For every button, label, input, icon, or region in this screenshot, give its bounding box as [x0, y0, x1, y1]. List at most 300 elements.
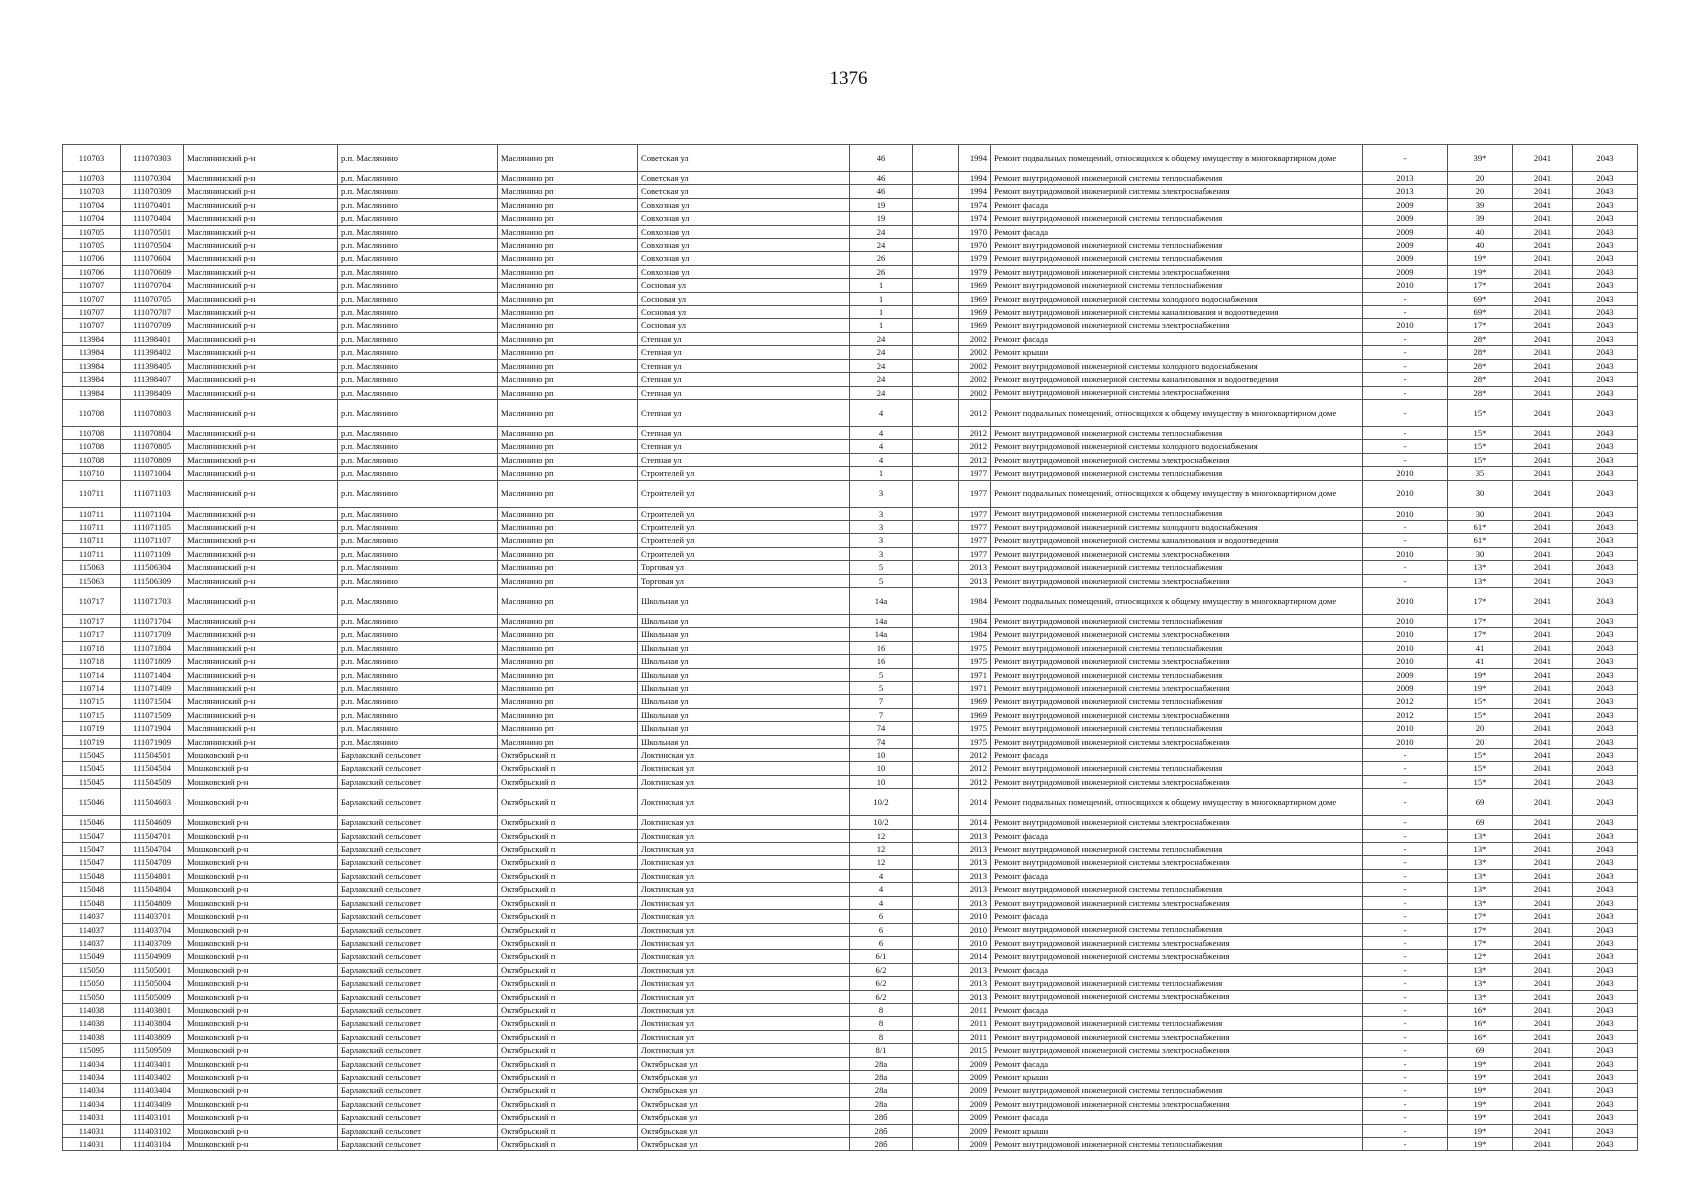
cell-wear-percent: 15* [1448, 708, 1513, 721]
cell-last-repair-year: - [1363, 896, 1448, 909]
cell-house-number: 3 [850, 520, 913, 533]
cell-house-id: 110719 [63, 722, 121, 735]
cell-house-id: 110714 [63, 668, 121, 681]
table-row [63, 963, 1638, 976]
cell-house-number: 12 [850, 856, 913, 869]
cell-end-year: 2043 [1573, 279, 1638, 292]
cell-settlement: Октябрьский п [498, 1111, 638, 1124]
cell-year-built: 2009 [959, 1138, 991, 1151]
table-row [63, 520, 1638, 533]
cell-year-built: 1977 [959, 547, 991, 560]
cell-year-built: 2012 [959, 775, 991, 788]
cell-last-repair-year: - [1363, 775, 1448, 788]
cell-district: Маслянинский р-н [184, 467, 338, 480]
cell-last-repair-year: - [1363, 1003, 1448, 1016]
cell-street: Локтинская ул [638, 910, 850, 923]
cell-house-id: 115045 [63, 762, 121, 775]
cell-year-built: 1984 [959, 587, 991, 614]
table-row [63, 990, 1638, 1003]
cell-last-repair-year: 2010 [1363, 614, 1448, 627]
table-row [63, 185, 1638, 198]
cell-end-year: 2043 [1573, 332, 1638, 345]
cell-building [913, 480, 959, 507]
cell-street: Школьная ул [638, 668, 850, 681]
cell-district: Мошковский р-н [184, 789, 338, 816]
cell-street: Сосновая ул [638, 306, 850, 319]
cell-settlement: Маслянино рп [498, 306, 638, 319]
table-row [63, 306, 1638, 319]
cell-work-type: Ремонт внутридомовой инженерной системы электроснабжения [991, 1097, 1363, 1110]
cell-work-id: 111505001 [121, 963, 184, 976]
table-row [63, 1097, 1638, 1110]
cell-last-repair-year: - [1363, 843, 1448, 856]
cell-work-type: Ремонт внутридомовой инженерной системы теплоснабжения [991, 883, 1363, 896]
cell-end-year: 2043 [1573, 399, 1638, 426]
cell-year-built: 2013 [959, 561, 991, 574]
cell-building [913, 749, 959, 762]
cell-start-year: 2041 [1513, 1030, 1573, 1043]
cell-work-id: 111070704 [121, 279, 184, 292]
cell-wear-percent: 16* [1448, 1003, 1513, 1016]
cell-street: Октябрьская ул [638, 1097, 850, 1110]
cell-settlement: Маслянино рп [498, 319, 638, 332]
cell-start-year: 2041 [1513, 346, 1573, 359]
cell-year-built: 1994 [959, 172, 991, 185]
cell-work-type: Ремонт подвальных помещений, относящихся к общему имуществу в многоквартирном доме [991, 789, 1363, 816]
cell-settlement: Маслянино рп [498, 172, 638, 185]
cell-municipality: р.п. Маслянино [338, 641, 498, 654]
cell-work-id: 111403404 [121, 1084, 184, 1097]
cell-end-year: 2043 [1573, 936, 1638, 949]
cell-street: Совхозная ул [638, 265, 850, 278]
cell-end-year: 2043 [1573, 816, 1638, 829]
cell-work-id: 111504609 [121, 816, 184, 829]
cell-district: Маслянинский р-н [184, 145, 338, 172]
cell-work-type: Ремонт фасада [991, 198, 1363, 211]
cell-building [913, 829, 959, 842]
cell-building [913, 225, 959, 238]
cell-last-repair-year: - [1363, 1111, 1448, 1124]
cell-work-id: 111403704 [121, 923, 184, 936]
cell-house-id: 110707 [63, 279, 121, 292]
cell-street: Школьная ул [638, 614, 850, 627]
cell-house-id: 110708 [63, 440, 121, 453]
cell-municipality: Барлакский сельсовет [338, 1044, 498, 1057]
cell-street: Локтинская ул [638, 1030, 850, 1043]
cell-house-number: 24 [850, 225, 913, 238]
cell-work-id: 111071703 [121, 587, 184, 614]
cell-last-repair-year: 2010 [1363, 467, 1448, 480]
cell-house-id: 110707 [63, 319, 121, 332]
cell-house-number: 4 [850, 883, 913, 896]
cell-work-type: Ремонт внутридомовой инженерной системы холодного водоснабжения [991, 292, 1363, 305]
cell-street: Совхозная ул [638, 212, 850, 225]
table-row [63, 252, 1638, 265]
cell-house-number: 1 [850, 467, 913, 480]
cell-settlement: Маслянино рп [498, 722, 638, 735]
cell-last-repair-year: 2010 [1363, 655, 1448, 668]
cell-house-id: 114038 [63, 1003, 121, 1016]
cell-district: Мошковский р-н [184, 883, 338, 896]
table-row [63, 668, 1638, 681]
cell-house-number: 4 [850, 426, 913, 439]
cell-street: Сосновая ул [638, 319, 850, 332]
cell-house-number: 6/2 [850, 963, 913, 976]
cell-work-id: 111504709 [121, 856, 184, 869]
cell-house-number: 6/1 [850, 950, 913, 963]
cell-municipality: р.п. Маслянино [338, 722, 498, 735]
table-row [63, 467, 1638, 480]
cell-work-id: 111071809 [121, 655, 184, 668]
cell-settlement: Октябрьский п [498, 990, 638, 1003]
cell-building [913, 1111, 959, 1124]
cell-house-number: 16 [850, 655, 913, 668]
cell-last-repair-year: 2010 [1363, 480, 1448, 507]
cell-year-built: 2009 [959, 1084, 991, 1097]
cell-work-type: Ремонт внутридомовой инженерной системы электроснабжения [991, 816, 1363, 829]
cell-building [913, 453, 959, 466]
cell-year-built: 2012 [959, 762, 991, 775]
cell-house-id: 115063 [63, 574, 121, 587]
cell-house-id: 110718 [63, 655, 121, 668]
cell-last-repair-year: 2010 [1363, 641, 1448, 654]
cell-building [913, 896, 959, 909]
cell-settlement: Маслянино рп [498, 641, 638, 654]
table-row [63, 480, 1638, 507]
cell-district: Маслянинский р-н [184, 319, 338, 332]
cell-start-year: 2041 [1513, 1003, 1573, 1016]
cell-street: Степная ул [638, 332, 850, 345]
cell-wear-percent: 20 [1448, 722, 1513, 735]
cell-settlement: Маслянино рп [498, 252, 638, 265]
cell-wear-percent: 61* [1448, 534, 1513, 547]
cell-year-built: 1969 [959, 695, 991, 708]
cell-end-year: 2043 [1573, 561, 1638, 574]
cell-street: Строителей ул [638, 547, 850, 560]
cell-street: Школьная ул [638, 695, 850, 708]
cell-building [913, 695, 959, 708]
cell-municipality: Барлакский сельсовет [338, 816, 498, 829]
cell-street: Строителей ул [638, 507, 850, 520]
cell-municipality: р.п. Маслянино [338, 319, 498, 332]
cell-house-id: 114037 [63, 923, 121, 936]
cell-street: Степная ул [638, 373, 850, 386]
cell-municipality: р.п. Маслянино [338, 695, 498, 708]
cell-street: Локтинская ул [638, 762, 850, 775]
cell-work-id: 111070401 [121, 198, 184, 211]
cell-year-built: 1975 [959, 655, 991, 668]
cell-start-year: 2041 [1513, 386, 1573, 399]
cell-municipality: Барлакский сельсовет [338, 1097, 498, 1110]
cell-work-type: Ремонт внутридомовой инженерной системы теплоснабжения [991, 722, 1363, 735]
table-row [63, 910, 1638, 923]
cell-settlement: Октябрьский п [498, 789, 638, 816]
cell-building [913, 950, 959, 963]
cell-municipality: Барлакский сельсовет [338, 775, 498, 788]
cell-work-id: 111398405 [121, 359, 184, 372]
cell-municipality: Барлакский сельсовет [338, 910, 498, 923]
cell-district: Маслянинский р-н [184, 225, 338, 238]
cell-wear-percent: 39 [1448, 198, 1513, 211]
cell-year-built: 1979 [959, 252, 991, 265]
cell-wear-percent: 15* [1448, 749, 1513, 762]
cell-year-built: 1971 [959, 668, 991, 681]
cell-municipality: Барлакский сельсовет [338, 789, 498, 816]
cell-last-repair-year: 2012 [1363, 695, 1448, 708]
cell-end-year: 2043 [1573, 963, 1638, 976]
cell-district: Мошковский р-н [184, 1097, 338, 1110]
cell-work-id: 111071404 [121, 668, 184, 681]
cell-street: Степная ул [638, 359, 850, 372]
cell-work-id: 111070709 [121, 319, 184, 332]
cell-building [913, 574, 959, 587]
cell-end-year: 2043 [1573, 1030, 1638, 1043]
cell-street: Совхозная ул [638, 252, 850, 265]
cell-wear-percent: 40 [1448, 239, 1513, 252]
cell-street: Октябрьская ул [638, 1070, 850, 1083]
table-row [63, 587, 1638, 614]
cell-work-type: Ремонт внутридомовой инженерной системы электроснабжения [991, 386, 1363, 399]
cell-building [913, 963, 959, 976]
cell-house-id: 113984 [63, 332, 121, 345]
cell-last-repair-year: 2010 [1363, 628, 1448, 641]
cell-district: Маслянинский р-н [184, 252, 338, 265]
cell-wear-percent: 19* [1448, 1124, 1513, 1137]
cell-house-id: 113984 [63, 373, 121, 386]
cell-end-year: 2043 [1573, 346, 1638, 359]
cell-start-year: 2041 [1513, 1057, 1573, 1070]
cell-house-id: 115050 [63, 977, 121, 990]
cell-wear-percent: 69 [1448, 789, 1513, 816]
cell-street: Торговая ул [638, 561, 850, 574]
cell-street: Локтинская ул [638, 869, 850, 882]
cell-district: Мошковский р-н [184, 749, 338, 762]
cell-wear-percent: 15* [1448, 695, 1513, 708]
cell-work-id: 111070609 [121, 265, 184, 278]
cell-year-built: 1969 [959, 279, 991, 292]
cell-municipality: р.п. Маслянино [338, 614, 498, 627]
cell-last-repair-year: - [1363, 346, 1448, 359]
cell-wear-percent: 19* [1448, 252, 1513, 265]
cell-year-built: 1977 [959, 507, 991, 520]
cell-wear-percent: 13* [1448, 883, 1513, 896]
cell-end-year: 2043 [1573, 453, 1638, 466]
cell-house-number: 3 [850, 480, 913, 507]
cell-settlement: Маслянино рп [498, 467, 638, 480]
cell-start-year: 2041 [1513, 708, 1573, 721]
cell-work-id: 111070303 [121, 145, 184, 172]
cell-building [913, 936, 959, 949]
cell-wear-percent: 15* [1448, 440, 1513, 453]
cell-last-repair-year: 2012 [1363, 708, 1448, 721]
cell-municipality: р.п. Маслянино [338, 239, 498, 252]
cell-house-number: 12 [850, 843, 913, 856]
cell-municipality: р.п. Маслянино [338, 520, 498, 533]
cell-house-number: 7 [850, 695, 913, 708]
cell-house-id: 110708 [63, 399, 121, 426]
cell-settlement: Маслянино рп [498, 453, 638, 466]
cell-start-year: 2041 [1513, 843, 1573, 856]
cell-house-id: 110715 [63, 695, 121, 708]
cell-work-id: 111071904 [121, 722, 184, 735]
cell-house-id: 114034 [63, 1084, 121, 1097]
cell-street: Степная ул [638, 453, 850, 466]
cell-year-built: 2013 [959, 843, 991, 856]
cell-end-year: 2043 [1573, 668, 1638, 681]
cell-end-year: 2043 [1573, 896, 1638, 909]
cell-last-repair-year: - [1363, 520, 1448, 533]
cell-district: Маслянинский р-н [184, 185, 338, 198]
cell-district: Маслянинский р-н [184, 198, 338, 211]
cell-house-id: 114034 [63, 1057, 121, 1070]
cell-start-year: 2041 [1513, 172, 1573, 185]
cell-street: Школьная ул [638, 682, 850, 695]
cell-wear-percent: 15* [1448, 426, 1513, 439]
cell-house-id: 110714 [63, 682, 121, 695]
cell-house-id: 110711 [63, 520, 121, 533]
cell-street: Строителей ул [638, 467, 850, 480]
register-table [62, 144, 1638, 1151]
cell-house-id: 115047 [63, 856, 121, 869]
cell-street: Октябрьская ул [638, 1124, 850, 1137]
cell-building [913, 816, 959, 829]
cell-year-built: 2013 [959, 883, 991, 896]
table-row [63, 453, 1638, 466]
cell-work-id: 111070804 [121, 426, 184, 439]
cell-last-repair-year: 2010 [1363, 507, 1448, 520]
cell-district: Маслянинский р-н [184, 682, 338, 695]
cell-wear-percent: 15* [1448, 762, 1513, 775]
cell-settlement: Октябрьский п [498, 1070, 638, 1083]
cell-house-id: 110706 [63, 265, 121, 278]
cell-municipality: р.п. Маслянино [338, 561, 498, 574]
cell-wear-percent: 40 [1448, 225, 1513, 238]
cell-settlement: Маслянино рп [498, 373, 638, 386]
cell-district: Мошковский р-н [184, 816, 338, 829]
cell-district: Маслянинский р-н [184, 628, 338, 641]
cell-house-id: 115047 [63, 829, 121, 842]
cell-district: Маслянинский р-н [184, 668, 338, 681]
cell-work-type: Ремонт подвальных помещений, относящихся к общему имуществу в многоквартирном доме [991, 587, 1363, 614]
cell-work-type: Ремонт внутридомовой инженерной системы теплоснабжения [991, 426, 1363, 439]
cell-work-type: Ремонт фасада [991, 963, 1363, 976]
cell-last-repair-year: - [1363, 534, 1448, 547]
cell-work-id: 111070705 [121, 292, 184, 305]
cell-year-built: 2013 [959, 574, 991, 587]
cell-street: Совхозная ул [638, 225, 850, 238]
cell-start-year: 2041 [1513, 749, 1573, 762]
cell-settlement: Маслянино рп [498, 426, 638, 439]
cell-work-id: 111504501 [121, 749, 184, 762]
cell-house-id: 115046 [63, 816, 121, 829]
cell-house-number: 74 [850, 722, 913, 735]
cell-street: Сосновая ул [638, 279, 850, 292]
cell-wear-percent: 13* [1448, 843, 1513, 856]
cell-municipality: Барлакский сельсовет [338, 1030, 498, 1043]
cell-settlement: Маслянино рп [498, 386, 638, 399]
cell-building [913, 655, 959, 668]
cell-last-repair-year: - [1363, 359, 1448, 372]
cell-district: Мошковский р-н [184, 1124, 338, 1137]
cell-building [913, 346, 959, 359]
cell-year-built: 2012 [959, 749, 991, 762]
cell-last-repair-year: 2009 [1363, 239, 1448, 252]
cell-start-year: 2041 [1513, 628, 1573, 641]
cell-municipality: Барлакский сельсовет [338, 869, 498, 882]
cell-building [913, 735, 959, 748]
cell-year-built: 1974 [959, 198, 991, 211]
cell-wear-percent: 17* [1448, 936, 1513, 949]
cell-house-id: 113984 [63, 346, 121, 359]
cell-municipality: р.п. Маслянино [338, 574, 498, 587]
cell-work-id: 111398402 [121, 346, 184, 359]
table-row [63, 1017, 1638, 1030]
cell-start-year: 2041 [1513, 145, 1573, 172]
cell-building [913, 306, 959, 319]
table-row [63, 292, 1638, 305]
cell-settlement: Маслянино рп [498, 346, 638, 359]
table-row [63, 950, 1638, 963]
cell-house-id: 115050 [63, 963, 121, 976]
cell-house-number: 1 [850, 292, 913, 305]
table-row [63, 507, 1638, 520]
cell-work-id: 111504704 [121, 843, 184, 856]
cell-start-year: 2041 [1513, 655, 1573, 668]
cell-district: Маслянинский р-н [184, 614, 338, 627]
cell-street: Локтинская ул [638, 990, 850, 1003]
cell-start-year: 2041 [1513, 185, 1573, 198]
cell-house-number: 10/2 [850, 789, 913, 816]
cell-street: Степная ул [638, 440, 850, 453]
cell-year-built: 1969 [959, 708, 991, 721]
cell-settlement: Маслянино рп [498, 628, 638, 641]
cell-wear-percent: 15* [1448, 453, 1513, 466]
cell-work-id: 111504701 [121, 829, 184, 842]
cell-last-repair-year: - [1363, 1097, 1448, 1110]
cell-work-id: 111071509 [121, 708, 184, 721]
cell-last-repair-year: - [1363, 426, 1448, 439]
cell-year-built: 2002 [959, 359, 991, 372]
cell-start-year: 2041 [1513, 869, 1573, 882]
cell-work-id: 111403701 [121, 910, 184, 923]
cell-year-built: 1994 [959, 185, 991, 198]
cell-start-year: 2041 [1513, 614, 1573, 627]
cell-house-id: 115045 [63, 749, 121, 762]
cell-district: Мошковский р-н [184, 910, 338, 923]
cell-work-id: 111070805 [121, 440, 184, 453]
cell-building [913, 386, 959, 399]
cell-street: Школьная ул [638, 722, 850, 735]
cell-work-id: 111403102 [121, 1124, 184, 1137]
cell-house-id: 115049 [63, 950, 121, 963]
cell-year-built: 2013 [959, 990, 991, 1003]
cell-municipality: р.п. Маслянино [338, 668, 498, 681]
cell-district: Маслянинский р-н [184, 292, 338, 305]
cell-wear-percent: 69* [1448, 292, 1513, 305]
cell-settlement: Маслянино рп [498, 359, 638, 372]
cell-street: Торговая ул [638, 574, 850, 587]
cell-building [913, 1057, 959, 1070]
cell-street: Степная ул [638, 346, 850, 359]
cell-street: Советская ул [638, 145, 850, 172]
cell-house-number: 10 [850, 749, 913, 762]
cell-house-number: 5 [850, 668, 913, 681]
cell-last-repair-year: - [1363, 963, 1448, 976]
cell-house-number: 28а [850, 1057, 913, 1070]
cell-house-number: 8 [850, 1030, 913, 1043]
cell-settlement: Маслянино рп [498, 547, 638, 560]
cell-settlement: Маслянино рп [498, 198, 638, 211]
